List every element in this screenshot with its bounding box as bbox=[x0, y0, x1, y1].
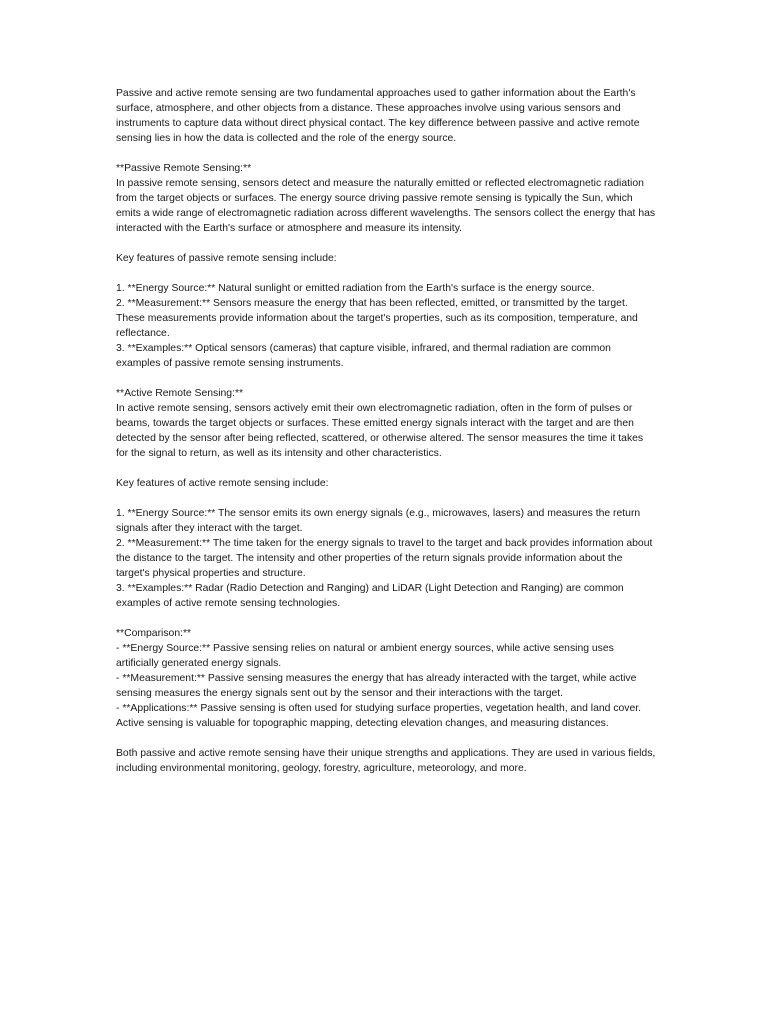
active-heading: **Active Remote Sensing:** bbox=[116, 388, 244, 399]
comparison-item: - **Energy Source:** Passive sensing relies on natural or ambient energy sources, while active sensing uses artificially generated energy signals. bbox=[116, 643, 614, 669]
comparison-heading: **Comparison:** bbox=[116, 628, 192, 639]
active-paragraph: In active remote sensing, sensors actively emit their own electromagnetic radiation, often in the form of pulses or beams, towards the target objects or surfaces. These emitted energy signals interact with the target and are then detected by the sensor after being reflected, scattered, or otherwise altered. The sensor measures the time it takes for the signal to return, as well as its intensity and other characteristics. bbox=[116, 403, 644, 459]
conclusion-paragraph: Both passive and active remote sensing have their unique strengths and applications. They are used in various fields, including environmental monitoring, geology, forestry, agriculture, meteorology, and more. bbox=[116, 748, 656, 774]
passive-feature-item: 1. **Energy Source:** Natural sunlight or emitted radiation from the Earth's surface is the energy source. bbox=[116, 283, 595, 294]
paragraph-gap bbox=[116, 236, 656, 251]
active-feature-item: 2. **Measurement:** The time taken for the energy signals to travel to the target and back provides information about the distance to the target. The intensity and other properties of the return signals provide information about the target's physical properties and structure. bbox=[116, 538, 653, 579]
paragraph-gap bbox=[116, 146, 656, 161]
paragraph-gap bbox=[116, 491, 656, 506]
active-feature-item: 3. **Examples:** Radar (Radio Detection and Ranging) and LiDAR (Light Detection and Ranging) are common examples of active remote sensing technologies. bbox=[116, 583, 624, 609]
paragraph-gap bbox=[116, 461, 656, 476]
paragraph-gap bbox=[116, 371, 656, 386]
intro-paragraph: Passive and active remote sensing are two fundamental approaches used to gather information about the Earth's surface, atmosphere, and other objects from a distance. These approaches involve using various sensors and instruments to capture data without direct physical contact. The key difference between passive and active remote sensing lies in how the data is collected and the role of the energy source. bbox=[116, 88, 640, 144]
comparison-item: - **Measurement:** Passive sensing measures the energy that has already interacted with the target, while active sensing measures the energy signals sent out by the sensor and their interactions with the target. bbox=[116, 673, 637, 699]
document-body bbox=[116, 86, 656, 776]
passive-features-intro: Key features of passive remote sensing include: bbox=[116, 253, 337, 264]
passive-paragraph: In passive remote sensing, sensors detect and measure the naturally emitted or reflected electromagnetic radiation from the target objects or surfaces. The energy source driving passive remote sensing is typically the Sun, which emits a wide range of electromagnetic radiation across different wavelengths. The sensors collect the energy that has interacted with the Earth's surface or atmosphere and measure its intensity. bbox=[116, 178, 656, 234]
passive-feature-item: 2. **Measurement:** Sensors measure the energy that has been reflected, emitted, or transmitted by the target. These measurements provide information about the target's properties, such as its composition, temperature, and reflectance. bbox=[116, 298, 638, 339]
active-feature-item: 1. **Energy Source:** The sensor emits its own energy signals (e.g., microwaves, lasers) and measures the return signals after they interact with the target. bbox=[116, 508, 641, 534]
paragraph-gap bbox=[116, 731, 656, 746]
passive-heading: **Passive Remote Sensing:** bbox=[116, 163, 252, 174]
comparison-item: - **Applications:** Passive sensing is often used for studying surface properties, vegetation health, and land cover. Active sensing is valuable for topographic mapping, detecting elevation changes, and measuring distances. bbox=[116, 703, 642, 729]
paragraph-gap bbox=[116, 266, 656, 281]
paragraph-gap bbox=[116, 611, 656, 626]
active-features-intro: Key features of active remote sensing include: bbox=[116, 478, 329, 489]
passive-feature-item: 3. **Examples:** Optical sensors (cameras) that capture visible, infrared, and thermal radiation are common examples of passive remote sensing instruments. bbox=[116, 343, 611, 369]
